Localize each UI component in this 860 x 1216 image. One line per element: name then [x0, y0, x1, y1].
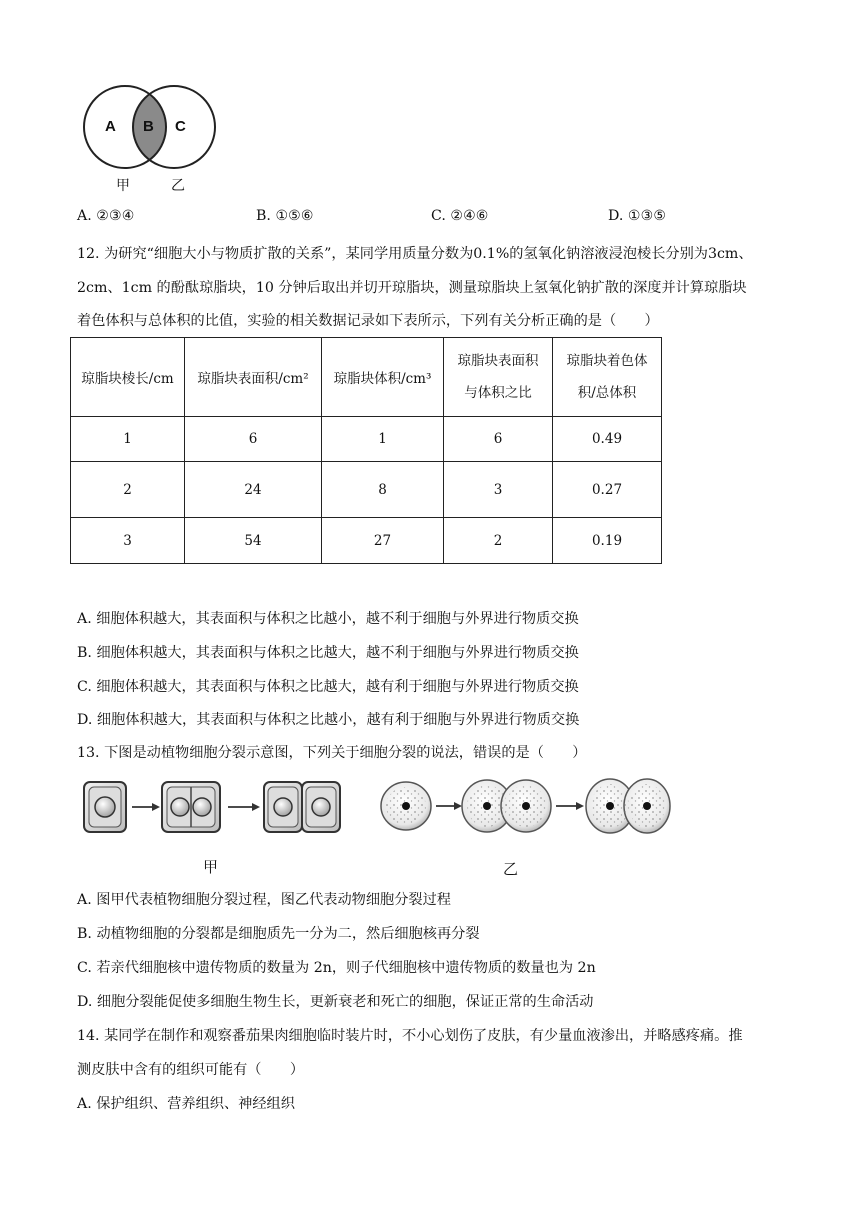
- table-cell: 3: [71, 518, 185, 564]
- q11-option-c: C. ②④⑥: [431, 208, 489, 224]
- q11-option-d: D. ①③⑤: [608, 208, 667, 224]
- header-volume: 琼脂块体积/cm³: [333, 371, 432, 387]
- table-cell: 6: [444, 417, 553, 462]
- table-cell: 24: [185, 462, 322, 518]
- animal-cell-division-svg: [378, 774, 678, 840]
- table-header-cell: [185, 338, 322, 417]
- q13-option-b: B. 动植物细胞的分裂都是细胞质先一分为二，然后细胞核再分裂: [77, 926, 480, 942]
- venn-caption-yi: 乙: [171, 178, 185, 194]
- header-ratio-line-1: 琼脂块表面积: [457, 353, 539, 369]
- figure-caption-jia: 甲: [203, 858, 219, 876]
- q14-stem-line-2: 测皮肤中含有的组织可能有（ ）: [77, 1062, 305, 1078]
- venn-label-b: B: [143, 118, 154, 135]
- table-header-cell: 琼脂块棱长/cm: [71, 338, 185, 417]
- header-stain-line-1: 琼脂块着色体: [566, 353, 648, 369]
- header-surface-area: 琼脂块表面积/cm²: [197, 371, 309, 387]
- table-cell: 3: [444, 462, 553, 518]
- q13-option-d: D. 细胞分裂能促使多细胞生物生长，更新衰老和死亡的细胞，保证正常的生命活动: [77, 994, 594, 1010]
- q13-option-c: C. 若亲代细胞核中遗传物质的数量为 2n，则子代细胞核中遗传物质的数量也为 2n: [77, 960, 596, 976]
- table-cell: 0.27: [553, 462, 662, 518]
- plant-cell-division-svg: [80, 778, 360, 838]
- table-header-cell: [553, 338, 662, 417]
- q12-data-table: [70, 337, 662, 564]
- q11-option-a: A. ②③④: [77, 208, 135, 224]
- table-header-cell: [444, 338, 553, 417]
- table-cell: 0.19: [553, 518, 662, 564]
- q12-option-b: B. 细胞体积越大，其表面积与体积之比越大，越不利于细胞与外界进行物质交换: [77, 645, 579, 661]
- venn-label-c: C: [175, 118, 186, 135]
- table-cell: 2: [444, 518, 553, 564]
- table-cell: 1: [322, 417, 444, 462]
- table-cell: 2: [71, 462, 185, 518]
- table-cell: 54: [185, 518, 322, 564]
- q12-option-a: A. 细胞体积越大，其表面积与体积之比越小，越不利于细胞与外界进行物质交换: [77, 611, 579, 627]
- q12-stem-line-3: 着色体积与总体积的比值，实验的相关数据记录如下表所示，下列有关分析正确的是（ ）: [77, 313, 659, 329]
- table-cell: 0.49: [553, 417, 662, 462]
- table-cell: 27: [322, 518, 444, 564]
- q13-option-a: A. 图甲代表植物细胞分裂过程，图乙代表动物细胞分裂过程: [77, 892, 451, 908]
- q12-option-c: C. 细胞体积越大，其表面积与体积之比越大，越有利于细胞与外界进行物质交换: [77, 679, 579, 695]
- plant-cell-division-figure: [80, 778, 360, 838]
- table-header-cell: [322, 338, 444, 417]
- q13-stem: 13. 下图是动植物细胞分裂示意图，下列关于细胞分裂的说法，错误的是（ ）: [77, 745, 587, 761]
- table-row: [71, 417, 662, 462]
- venn-label-a: A: [105, 118, 116, 135]
- venn-diagram: [80, 84, 220, 194]
- table-row: [71, 518, 662, 564]
- animal-cell-division-figure: [378, 774, 678, 840]
- table-row: [71, 462, 662, 518]
- q14-option-a: A. 保护组织、营养组织、神经组织: [77, 1096, 295, 1112]
- header-ratio-line-2: 与体积之比: [464, 385, 532, 401]
- figure-caption-yi: 乙: [503, 860, 519, 878]
- header-stain-line-2: 积/总体积: [577, 385, 637, 401]
- q12-option-d: D. 细胞体积越大，其表面积与体积之比越小，越有利于细胞与外界进行物质交换: [77, 712, 580, 728]
- table-cell: 6: [185, 417, 322, 462]
- table-header-row: [71, 338, 662, 417]
- table-cell: 1: [71, 417, 185, 462]
- q12-stem-line-2: 2cm、1cm 的酚酞琼脂块，10 分钟后取出并切开琼脂块，测量琼脂块上氢氧化钠扩散的深度并计算琼脂块: [77, 280, 747, 296]
- table-cell: 8: [322, 462, 444, 518]
- q14-stem-line-1: 14. 某同学在制作和观察番茄果肉细胞临时装片时，不小心划伤了皮肤，有少量血液渗出，并略感疼痛。推: [77, 1028, 743, 1044]
- q11-option-b: B. ①⑤⑥: [256, 208, 314, 224]
- q12-stem-line-1: 12. 为研究“细胞大小与物质扩散的关系”，某同学用质量分数为0.1%的氢氧化钠溶液浸泡棱长分别为3cm、: [77, 246, 753, 262]
- venn-caption-jia: 甲: [116, 178, 130, 194]
